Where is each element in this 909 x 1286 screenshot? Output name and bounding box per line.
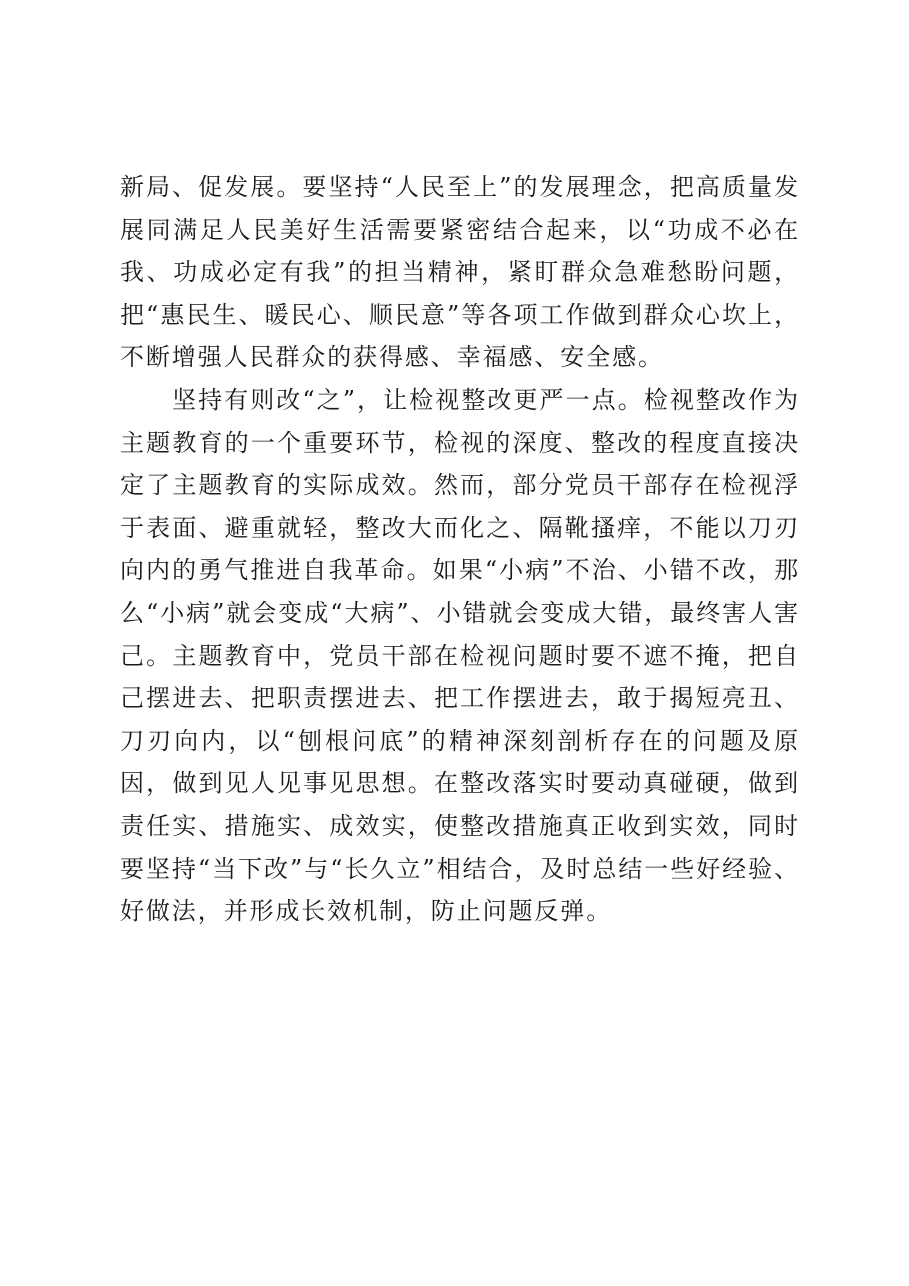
paragraph-rectification: 坚持有则改“之”，让检视整改更严一点。检视整改作为主题教育的一个重要环节，检视的深度、整改的程度直接决定了主题教育的实际成效。然而，部分党员干部存在检视浮于表面、避重就轻，整改大而化之、隔靴搔痒，不能以刀刃向内的勇气推进自我革命。如果“小病”不治、小错不改，那么“小病”就会变成“大病”、小错就会变成大错，最终害人害己。主题教育中，党员干部在检视问题时要不遮不掩，把自己摆进去、把职责摆进去、把工作摆进去，敢于揭短亮丑、刀刃向内，以“刨根问底”的精神深刻剖析存在的问题及原因，做到见人见事见思想。在整改落实时要动真碰硬，做到责任实、措施实、成效实，使整改措施真正收到实效，同时要坚持“当下改”与“长久立”相结合，及时总结一些好经验、好做法，并形成长效机制，防止问题反弹。 [120, 385, 800, 926]
body-text [120, 166, 800, 933]
paragraph-continued: 新局、促发展。要坚持“人民至上”的发展理念，把高质量发展同满足人民美好生活需要紧密结合起来，以“功成不必在我、功成必定有我”的担当精神，紧盯群众急难愁盼问题，把“惠民生、暖民心、顺民意”等各项工作做到群众心坎上，不断增强人民群众的获得感、幸福感、安全感。 [120, 173, 800, 372]
